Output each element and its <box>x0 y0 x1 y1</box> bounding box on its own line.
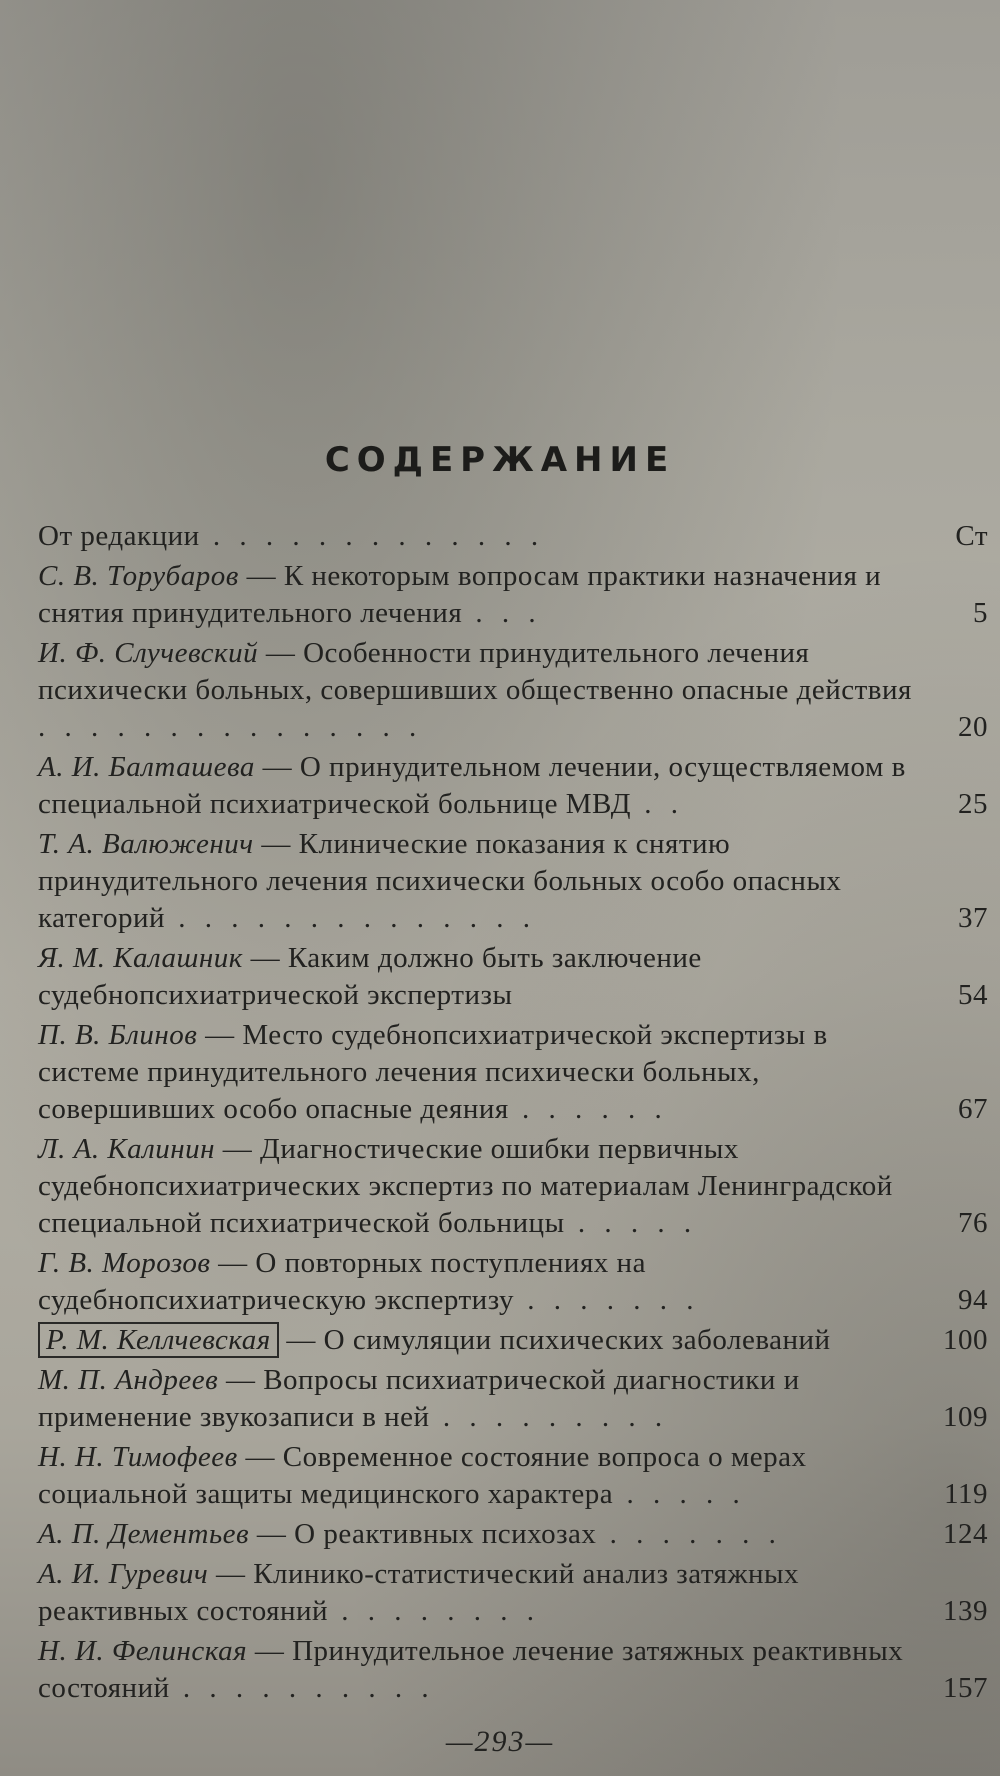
toc-entry-author: Н. И. Фелинская <box>38 1635 248 1667</box>
toc-entry-title: — Диагностические ошибки первичных судебнопсихиатрических экспертиз по материалам Ленинградской специальной психиатрической больницы <box>38 1133 893 1239</box>
toc-entry-page: 76 <box>958 1207 988 1239</box>
toc-entry-leader: . . . . . . . . . . . . . <box>199 520 545 552</box>
toc-entry-title: — Каким должно быть заключение судебнопсихиатрической экспертизы <box>38 942 702 1011</box>
toc-entry-author: А. П. Дементьев <box>38 1518 250 1550</box>
toc-entry-leader: . . . . . . . . . . . . . . <box>165 902 537 934</box>
toc-entry <box>38 1439 988 1513</box>
toc-entry <box>38 1131 988 1242</box>
toc-entry <box>38 1017 988 1128</box>
toc-entry-title: — Принудительное лечение затяжных реактивных состояний <box>38 1635 904 1704</box>
toc-entry <box>38 1322 988 1359</box>
toc-entry <box>38 749 988 823</box>
toc-entry-leader: . . . . . . . . . <box>429 1401 669 1433</box>
toc-entry <box>38 1245 988 1319</box>
toc-entry-page: 54 <box>958 979 988 1011</box>
toc-entry <box>38 518 988 555</box>
toc-entry-page: 157 <box>943 1672 988 1704</box>
toc-entry-author: П. В. Блинов <box>38 1019 198 1051</box>
toc-entry-author: И. Ф. Случевский <box>38 637 259 669</box>
toc-entry-title: — О симуляции психических заболеваний <box>278 1324 831 1356</box>
page-title: СОДЕРЖАНИЕ <box>324 440 676 480</box>
toc-entry <box>38 558 988 632</box>
toc-entry <box>38 940 988 1014</box>
toc-entry-leader: . . . . . . <box>508 1093 668 1125</box>
toc-entry-title: — Современное состояние вопроса о мерах социальной защиты медицинского характера <box>38 1441 807 1510</box>
toc-entry-page: 37 <box>958 902 988 934</box>
toc-entry <box>38 826 988 937</box>
toc-entry-page: Ст <box>955 520 988 552</box>
toc-entry-page: 20 <box>958 711 988 743</box>
toc-entry-page: 139 <box>943 1595 988 1627</box>
toc-entry-leader: . . . <box>462 597 542 629</box>
toc-entry-title: — О повторных поступлениях на судебнопсихиатрическую экспертизу <box>38 1247 646 1316</box>
toc-entry-leader: . . . . . . . . <box>328 1595 541 1627</box>
toc-entry-author: Т. А. Валюженич <box>38 828 254 860</box>
toc-entry-author-boxed: Р. М. Келлчевская <box>38 1322 279 1358</box>
toc-entry-author: Л. А. Калинин <box>38 1133 216 1165</box>
toc-entry-author: М. П. Андреев <box>38 1364 219 1396</box>
toc-entry-title: — Место судебнопсихиатрической экспертизы в системе принудительного лечения психически больных, совершивших особо опасные деяния <box>38 1019 828 1125</box>
toc-entry-page: 5 <box>973 597 988 629</box>
toc-entry <box>38 1633 988 1707</box>
toc-entry-leader: . . . . . . . <box>514 1284 700 1316</box>
table-of-contents <box>38 518 988 1710</box>
toc-entry <box>38 1362 988 1436</box>
page-number: —293— <box>445 1725 555 1758</box>
toc-entry-title: — К некоторым вопросам практики назначения и снятия принудительного лечения <box>38 560 882 629</box>
toc-entry-title: — Клинико-статистический анализ затяжных реактивных состояний <box>38 1558 800 1627</box>
toc-entry-leader: . . . . . <box>613 1478 746 1510</box>
toc-entry-page: 109 <box>943 1401 988 1433</box>
toc-entry-author: А. И. Балташева <box>38 751 255 783</box>
toc-entry-title: — О принудительном лечении, осуществляемом в специальной психиатрической больнице МВД <box>38 751 906 820</box>
toc-entry-title: — Особенности принудительного лечения психически больных, совершивших общественно опасные действия <box>38 637 912 706</box>
toc-entry-leader: . . . . . . . . . . . . . . . <box>38 711 423 743</box>
toc-entry <box>38 1556 988 1630</box>
toc-entry-leader: . . . . . . . . . . <box>169 1672 435 1704</box>
toc-entry <box>38 635 988 746</box>
toc-entry-author: А. И. Гуревич <box>38 1558 209 1590</box>
toc-entry-page: 94 <box>958 1284 988 1316</box>
toc-entry-author: С. В. Торубаров <box>38 560 239 592</box>
toc-entry-leader: . . <box>631 788 685 820</box>
toc-entry-page: 100 <box>943 1324 988 1356</box>
toc-entry-page: 119 <box>944 1478 988 1510</box>
toc-entry-author: Я. М. Калашник <box>38 942 243 974</box>
toc-entry-leader: . . . . . <box>564 1207 698 1239</box>
toc-entry-page: 67 <box>958 1093 988 1125</box>
toc-entry-title: — Вопросы психиатрической диагностики и применение звукозаписи в ней <box>38 1364 800 1433</box>
toc-entry-page: 25 <box>958 788 988 820</box>
toc-entry <box>38 1516 988 1553</box>
toc-entry-author: Г. В. Морозов <box>38 1247 211 1279</box>
toc-entry-page: 124 <box>943 1518 988 1550</box>
toc-entry-title: От редакции <box>38 520 200 552</box>
toc-entry-leader: . . . . . . . <box>596 1518 782 1550</box>
toc-entry-title: — Клинические показания к снятию принудительного лечения психически больных особо опасных категорий <box>38 828 842 934</box>
toc-entry-author: Н. Н. Тимофеев <box>38 1441 238 1473</box>
toc-entry-title: — О реактивных психозах <box>249 1518 597 1550</box>
